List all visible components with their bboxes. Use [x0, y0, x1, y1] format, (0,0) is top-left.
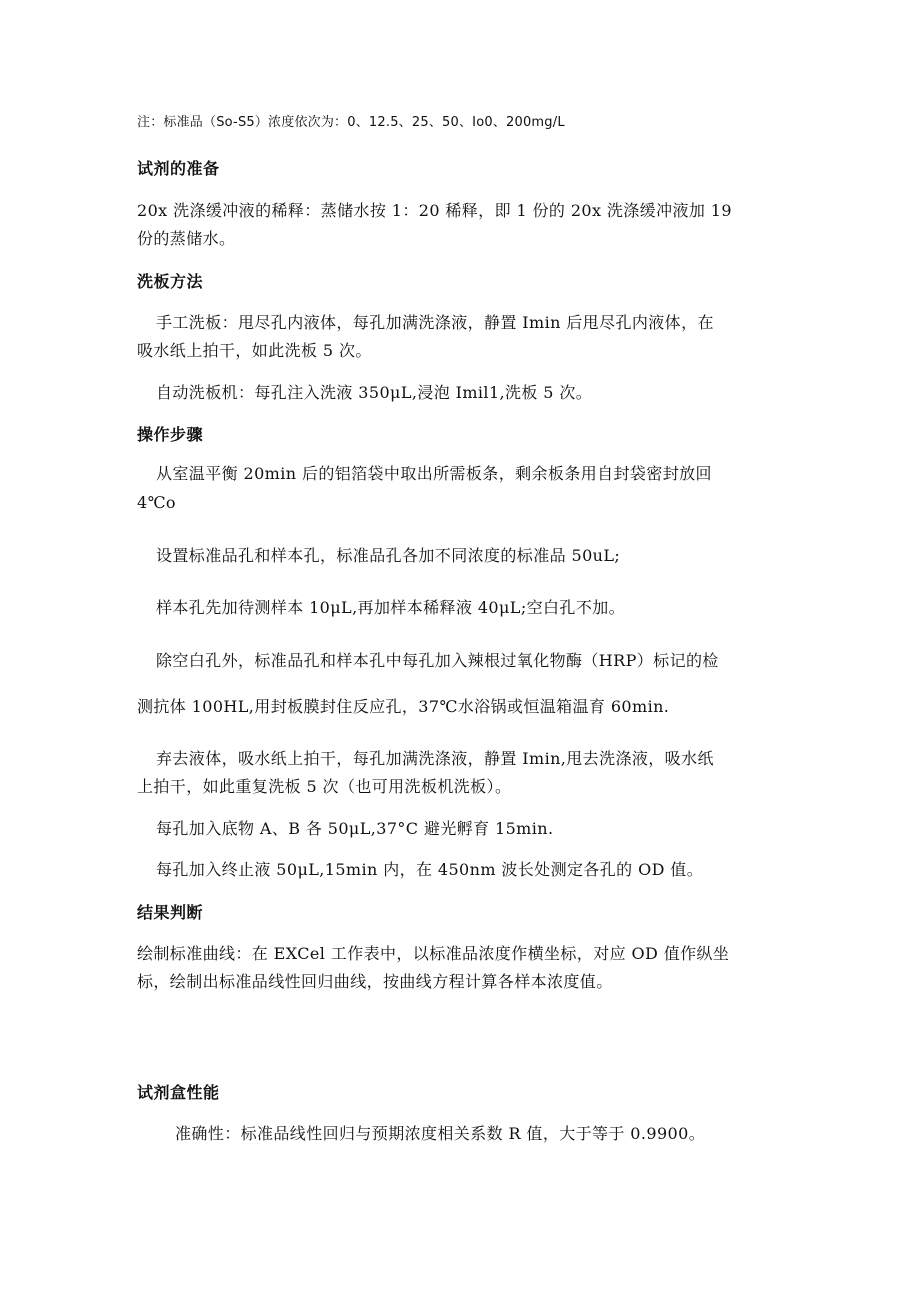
- procedure-step-6: 每孔加入底物 A、B 各 50μL,37°C 避光孵育 15min.: [156, 819, 554, 838]
- reagent-prep-line: 份的蒸储水。: [137, 229, 236, 248]
- procedure-step-1: 4℃o: [137, 493, 176, 512]
- manual-wash-line: 手工洗板：甩尽孔内液体，每孔加满洗涤液，静置 Imin 后甩尽孔内液体，在: [156, 313, 714, 332]
- heading-reagent-prep: 试剂的准备: [137, 159, 220, 178]
- procedure-step-5: 上拍干，如此重复洗板 5 次（也可用洗板机洗板）。: [137, 777, 512, 796]
- procedure-step-4: 除空白孔外，标准品孔和样本孔中每孔加入辣根过氧化物酶（HRP）标记的检: [156, 651, 719, 670]
- procedure-step-1: 从室温平衡 20min 后的铝箔袋中取出所需板条，剩余板条用自封袋密封放回: [156, 464, 712, 483]
- heading-performance: 试剂盒性能: [137, 1083, 220, 1102]
- heading-wash-method: 洗板方法: [137, 272, 204, 291]
- manual-wash-line: 吸水纸上拍干，如此洗板 5 次。: [137, 341, 372, 360]
- procedure-step-5: 弃去液体，吸水纸上拍干，每孔加满洗涤液，静置 Imin,甩去洗涤液，吸水纸: [156, 749, 714, 768]
- procedure-step-3: 样本孔先加待测样本 10μL,再加样本稀释液 40μL;空白孔不加。: [156, 598, 626, 617]
- result-line: 绘制标准曲线：在 EXCel 工作表中，以标准品浓度作横坐标，对应 OD 值作纵坐: [137, 944, 730, 963]
- procedure-step-4: 测抗体 100HL,用封板膜封住反应孔，37℃水浴锅或恒温箱温育 60min.: [137, 697, 670, 716]
- concentration-note: 注：标准品（So-S5）浓度依次为：0、12.5、25、50、Io0、200mg/L: [137, 115, 565, 130]
- heading-result: 结果判断: [137, 903, 204, 922]
- result-line: 标，绘制出标准品线性回归曲线，按曲线方程计算各样本浓度值。: [137, 972, 613, 991]
- procedure-step-7: 每孔加入终止液 50μL,15min 内，在 450nm 波长处测定各孔的 OD 值。: [156, 860, 704, 879]
- accuracy-line: 准确性：标准品线性回归与预期浓度相关系数 R 值，大于等于 0.9900。: [175, 1124, 706, 1143]
- reagent-prep-line: 20x 洗涤缓冲液的稀释：蒸储水按 1：20 稀释，即 1 份的 20x 洗涤缓冲液加 19: [137, 201, 732, 220]
- auto-wash-line: 自动洗板机：每孔注入洗液 350μL,浸泡 Imil1,洗板 5 次。: [156, 383, 593, 402]
- heading-procedure: 操作步骤: [137, 425, 204, 444]
- procedure-step-2: 设置标准品孔和样本孔，标准品孔各加不同浓度的标准品 50uL;: [156, 546, 621, 565]
